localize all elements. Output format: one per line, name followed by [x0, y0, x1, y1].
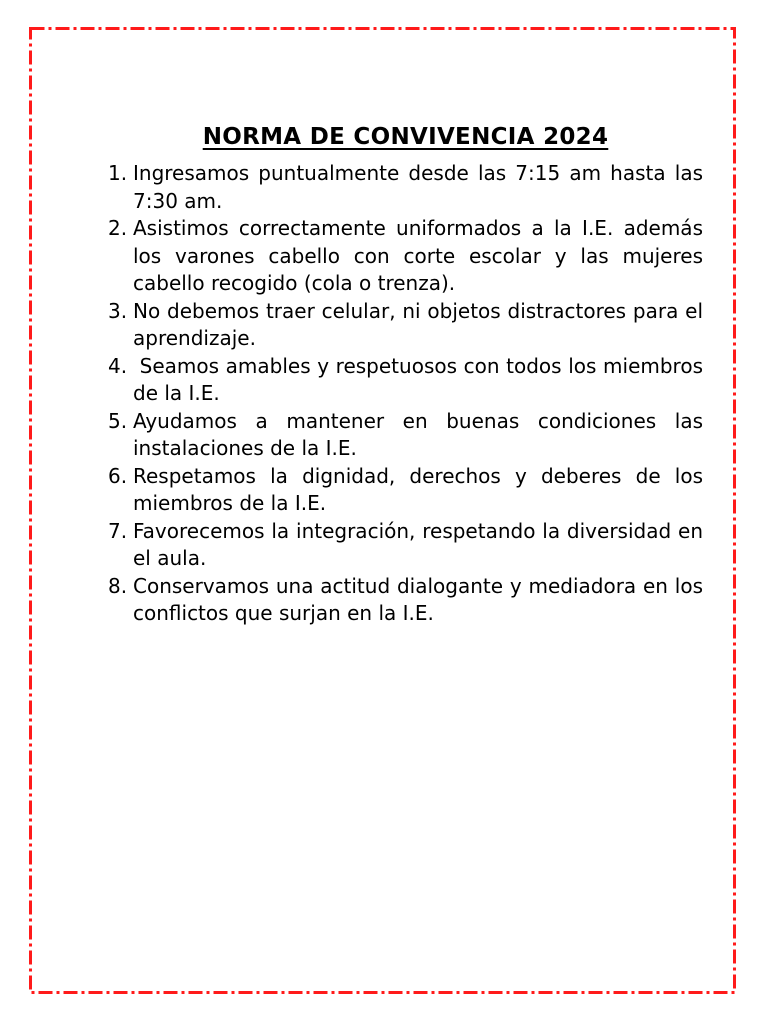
rule-number: 6.	[108, 463, 128, 488]
rule-item	[108, 353, 710, 408]
rule-text: Seamos amables y respetuosos con todos los miembros de la I.E.	[133, 353, 710, 405]
document-title: NORMA DE CONVIVENCIA 2024	[202, 124, 609, 150]
rule-number: 2.	[108, 216, 128, 240]
rule-text: Favorecemos la integración, respetando la diversidad en el aula.	[133, 518, 710, 570]
document-body	[108, 124, 710, 628]
rule-number: 7.	[108, 518, 128, 543]
rule-item	[108, 408, 710, 463]
rule-text: Ayudamos a mantener en buenas condiciones las instalaciones de la I.E.	[133, 408, 710, 460]
rule-item	[108, 518, 710, 573]
rule-item	[108, 573, 710, 628]
rule-text: Asistimos correctamente uniformados a la I.E. además los varones cabello con corte escolar y las mujeres cabello recogido (cola o trenza).	[133, 216, 710, 295]
rule-item	[108, 463, 710, 518]
rule-item	[108, 215, 710, 298]
rule-number: 4.	[108, 353, 128, 378]
rule-text: Conservamos una actitud dialogante y mediadora en los conflictos que surjan en la I.E.	[133, 573, 710, 625]
rule-item	[108, 160, 710, 215]
rules-list	[108, 160, 710, 628]
rule-number: 3.	[108, 298, 128, 323]
rule-item	[108, 298, 710, 353]
rule-text: No debemos traer celular, ni objetos distractores para el aprendizaje.	[133, 298, 710, 350]
rule-text: Ingresamos puntualmente desde las 7:15 am hasta las 7:30 am.	[133, 161, 710, 213]
rule-text: Respetamos la dignidad, derechos y deberes de los miembros de la I.E.	[133, 463, 710, 515]
rule-number: 8.	[108, 573, 128, 598]
rule-number: 1.	[108, 161, 128, 185]
rule-number: 5.	[108, 408, 128, 433]
